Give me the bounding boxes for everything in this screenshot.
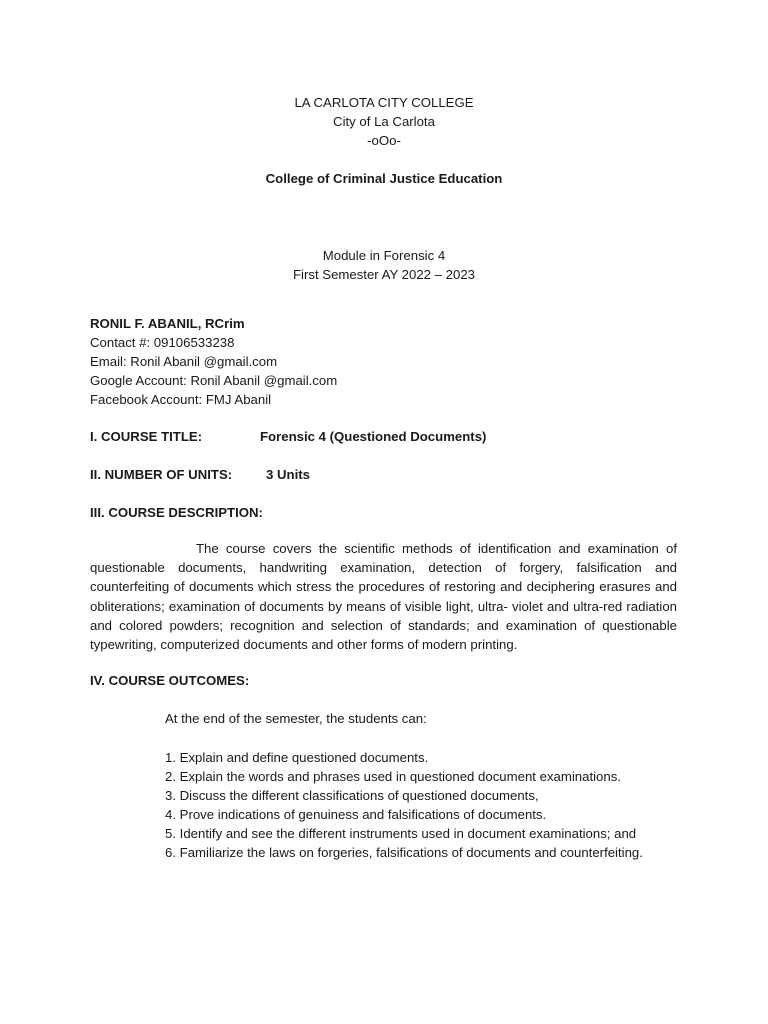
course-title-value: Forensic 4 (Questioned Documents) bbox=[260, 429, 487, 444]
list-item: 4. Prove indications of genuiness and falsifications of documents. bbox=[165, 807, 547, 822]
units-value: 3 Units bbox=[266, 467, 310, 482]
list-item: 6. Familiarize the laws on forgeries, falsifications of documents and counterfeiting. bbox=[165, 845, 643, 860]
college-name: College of Criminal Justice Education bbox=[265, 171, 503, 186]
institution-name: LA CARLOTA CITY COLLEGE bbox=[294, 95, 474, 110]
module-info bbox=[0, 246, 768, 284]
list-item: 3. Discuss the different classifications of questioned documents, bbox=[165, 788, 539, 803]
document-header bbox=[0, 93, 768, 150]
city-name: City of La Carlota bbox=[333, 114, 435, 129]
list-item: 2. Explain the words and phrases used in questioned document examinations. bbox=[165, 769, 621, 784]
semester-line: First Semester AY 2022 – 2023 bbox=[292, 267, 476, 282]
course-description-heading: III. COURSE DESCRIPTION: bbox=[90, 505, 263, 520]
instructor-name: RONIL F. ABANIL, RCrim bbox=[90, 316, 245, 331]
course-description-text: The course covers the scientific methods of identification and examination of questionable documents, handwriting examination, detection of forgery, falsification and counterfeiting of documents which stress the procedures of restoring and deciphering erasures and obliterations; examination of documents by means of visible light, ultra- violet and ultra-red radiation and colored powders; recognition and selection of standards; and examination of questionable typewriting, computerized documents and other forms of modern printing. bbox=[90, 541, 677, 653]
instructor-contact: Contact #: 09106533238 bbox=[90, 335, 235, 350]
instructor-facebook-account: Facebook Account: FMJ Abanil bbox=[90, 392, 272, 407]
units-row bbox=[90, 465, 310, 484]
instructor-info bbox=[90, 314, 680, 409]
list-item: 5. Identify and see the different instruments used in document examinations; and bbox=[165, 826, 637, 841]
outcomes-list bbox=[165, 748, 725, 862]
course-outcomes-heading: IV. COURSE OUTCOMES: bbox=[90, 673, 250, 688]
module-title: Module in Forensic 4 bbox=[322, 248, 446, 263]
list-item: 1. Explain and define questioned documents. bbox=[165, 750, 429, 765]
outcomes-intro: At the end of the semester, the students can: bbox=[165, 711, 427, 726]
units-label: II. NUMBER OF UNITS: bbox=[90, 467, 233, 482]
instructor-email: Email: Ronil Abanil @gmail.com bbox=[90, 354, 278, 369]
course-title-label: I. COURSE TITLE: bbox=[90, 429, 203, 444]
header-separator: -oOo- bbox=[367, 133, 401, 148]
course-title-row bbox=[90, 427, 487, 446]
instructor-google-account: Google Account: Ronil Abanil @gmail.com bbox=[90, 373, 338, 388]
